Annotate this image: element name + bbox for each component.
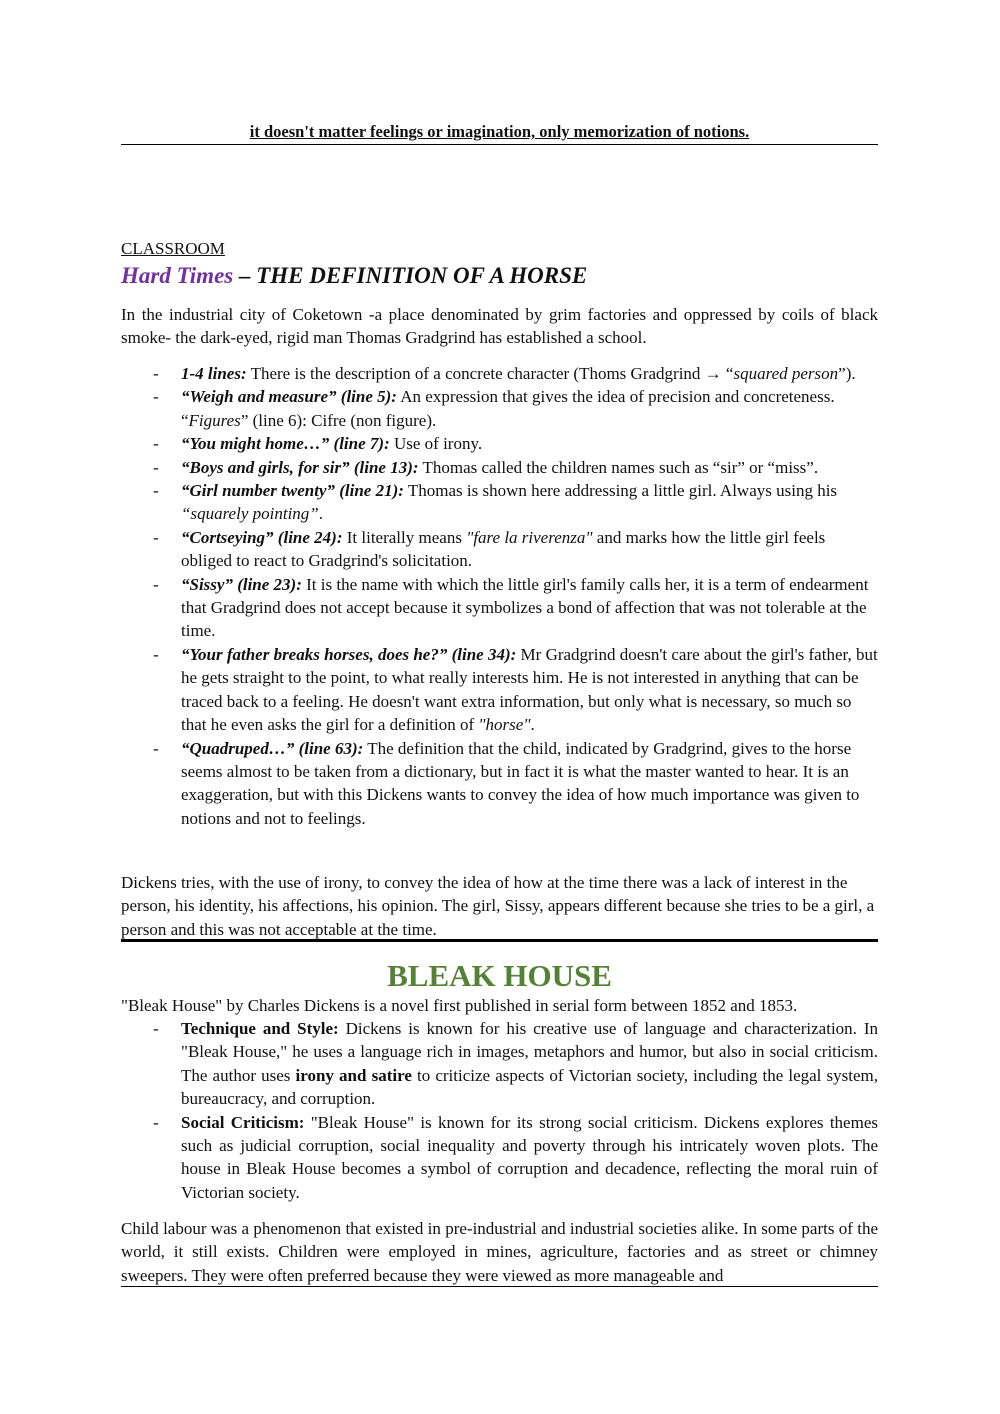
list-item: - “Cortseying” (line 24): It literally means "fare la riverenza" and marks how the little girl feels obliged to react to Gradgrind's solicitation. [153,527,826,571]
list-item: - “Girl number twenty” (line 21): Thomas is shown here addressing a little girl. Always using his “squarely pointing”. [153,481,838,524]
bleak-house-title: BLEAK HOUSE [387,958,612,993]
header-rule [121,144,878,145]
bleak-house-list [121,1017,878,1204]
child-labour-paragraph: Child labour was a phenomenon that existed in pre-industrial and industrial societies alike. In some parts of the world, it still exists. Children were employed in mines, agriculture, factories and as street or chimney sweepers. They were often preferred because they were viewed as more manageable and [121,1219,878,1285]
intro-paragraph: In the industrial city of Coketown -a place denominated by grim factories and oppressed by coils of black smoke- the dark-eyed, rigid man Thomas Gradgrind has established a school. [121,305,878,348]
list-item: - “You might home…” (line 7): Use of irony. [153,434,483,454]
analysis-list [121,362,878,830]
list-item: - “Quadruped…” (line 63): The definition that the child, indicated by Gradgrind, gives to the horse seems almost to be taken from a dictionary, but in fact it is what the master wanted to hear. It is an exaggeration, but with this Dickens wants to convey the idea of how much importance was given to notions and not to feelings. [153,738,860,828]
bleak-house-intro: "Bleak House" by Charles Dickens is a novel first published in serial form between 1852 and 1853. [121,996,798,1015]
work-title: Hard Times [121,263,234,288]
top-note [121,120,878,143]
section-title [121,261,878,291]
arrow-icon: → [704,364,722,383]
section-divider [121,939,878,942]
section-label: CLASSROOM [121,239,225,258]
list-item-technique: - Technique and Style: Dickens is known for his creative use of language and characterization. In "Bleak House," he uses a language rich in images, metaphors and humor, but also in social criticism. The author uses irony and satire to criticize aspects of Victorian society, including the legal system, bureaucracy, and corruption. [153,1019,878,1109]
footer-rule [121,1286,878,1287]
conclusion-paragraph: Dickens tries, with the use of irony, to convey the idea of how at the time there was a lack of interest in the person, his identity, his affections, his opinion. The girl, Sissy, appears different because she tries to be a girl, a person and this was not acceptable at the time. [121,873,875,939]
list-item: - 1-4 lines: There is the description of a concrete character (Thoms Gradgrind → “squared person”). [153,364,856,383]
title-rest: – THE DEFINITION OF A HORSE [233,263,588,288]
list-item: - “Sissy” (line 23): It is the name with which the little girl's family calls her, it is a term of endearment that Gradgrind does not accept because it symbolizes a bond of affection that was not tolerable at the time. [153,574,869,641]
top-note-text: it doesn't matter feelings or imagination, only memorization of notions. [249,122,750,141]
list-item: - “Boys and girls, for sir” (line 13): Thomas called the children names such as “sir” or “miss”. [153,457,819,477]
list-item-social: - Social Criticism: "Bleak House" is known for its strong social criticism. Dickens explores themes such as judicial corruption, social inequality and poverty through his intricately woven plots. The house in Bleak House becomes a symbol of corruption and decadence, reflecting the moral ruin of Victorian society. [153,1112,878,1202]
list-item: - “Weigh and measure” (line 5): An expression that gives the idea of precision and concreteness. “Figures” (line 6): Cifre (non figure). [153,387,835,430]
list-item: - “Your father breaks horses, does he?” (line 34): Mr Gradgrind doesn't care about the girl's father, but he gets straight to the point, to what really interests him. He is not interested in anything that can be traced back to a feeling. He doesn't want extra information, but only what is necessary, so much so that he even asks the girl for a definition of "horse". [153,644,878,735]
